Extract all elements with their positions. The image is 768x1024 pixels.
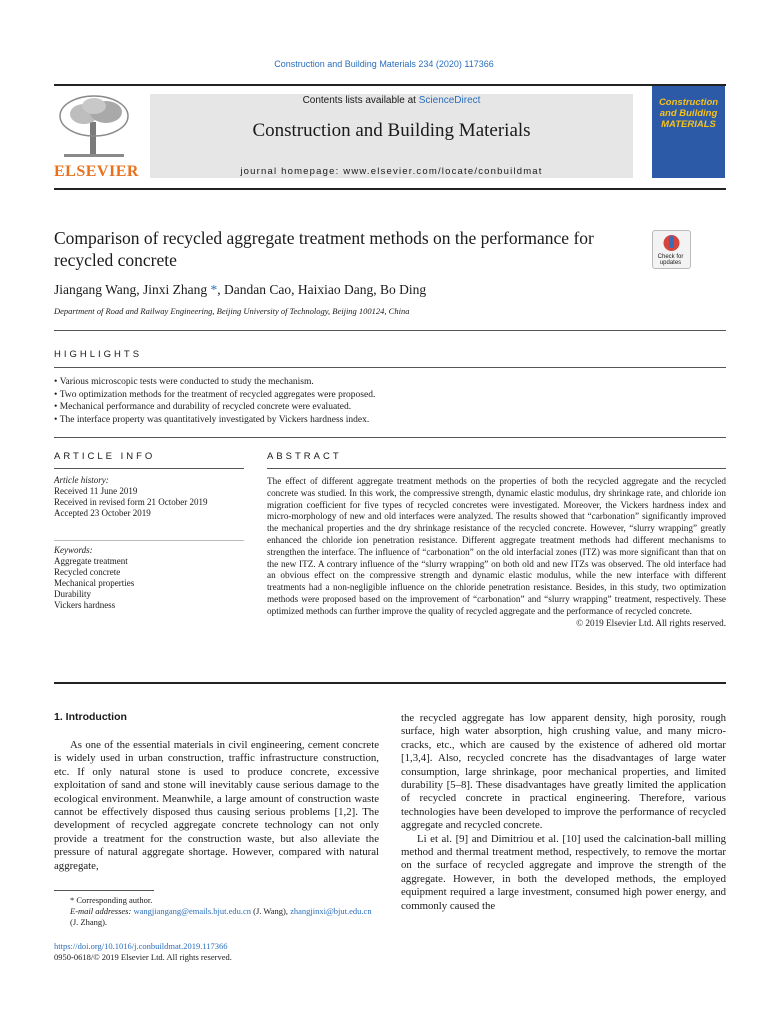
keywords-rule [54,540,244,541]
article-history [54,475,254,519]
info-top-rule [54,437,726,438]
crossmark-icon [653,231,690,253]
email-label: E-mail addresses: [70,906,134,916]
highlights-divider [54,367,726,368]
journal-homepage[interactable]: journal homepage: www.elsevier.com/locate/conbuildmat [240,166,543,177]
email-line [54,906,379,928]
abstract-body [267,476,726,629]
highlight-item: • The interface property was quantitatively investigated by Vickers hardness index. [54,414,726,427]
email-owner-zhang: (J. Zhang). [70,917,108,927]
body-separator [54,682,726,684]
history-item: Accepted 23 October 2019 [54,508,151,518]
doi-block [54,941,379,963]
email-owner-wang: (J. Wang), [251,906,291,916]
highlights-list [54,376,726,426]
section-heading: 1. Introduction [54,711,127,723]
body-paragraph: Li et al. [9] and Dimitriou et al. [10] used the calcination-ball milling method and thermal treatment method, respectively, to remove the mortar on the surface of recycled aggregate and improve the strength of the aggregate. However, in both the developed methods, the employed equipment required a large investment, consumed high power energy, and commonly caused the [401,832,726,912]
abstract-rule [267,468,726,469]
masthead-bottom-rule [54,188,726,190]
history-label: Article history: [54,475,109,485]
abstract-text: The effect of different aggregate treatment methods on the properties of both the recycled aggregate and the recycled concrete was studied. In this work, the compressive strength, dynamic elastic modulus, dry shrinkage rate, and chloride ion migration coefficient for five types of recycled concretes were investigated. Moreover, the Vickers hardness index and micro-morphology of new and old interfaces were analyzed. The results showed that “carbonation” significantly improved the mechanical properties and the dry shrinkage resistance of the recycled concrete. However, “slurry wrapping” greatly enhanced the chloride ion penetration resistance. Different aggregate treatment methods had different mechanisms to strengthen the interface. The influence of “carbonation” on the old interfacial zones (ITZ) was more significant than that on the new ITZ. A contrary influence of the “slurry wrapping” on both old and new ITZs was observed. The old interface had an obvious effect on the compressive strength and dynamic elastic modulus, while the new interface with different treatments had a non-negligible influence on the chloride penetration resistance. Besides, in this study, two optimization methods were proposed based on the improvement of “carbonation” and “slurry wrapping” treatment, respectively. These optimized methods can further improve the quality of recycled aggregate and the performance of recycled concrete. [267,476,726,616]
authors-first: Jiangang Wang, Jinxi Zhang [54,282,208,297]
keyword-item: Recycled concrete [54,567,121,577]
cover-title: Construction and Building MATERIALS [658,97,719,130]
keyword-item: Mechanical properties [54,578,135,588]
sciencedirect-link[interactable]: ScienceDirect [418,95,481,106]
highlight-item: • Various microscopic tests were conducted to study the mechanism. [54,376,726,389]
keyword-item: Durability [54,589,91,599]
body-left-column [54,739,379,873]
email-link-wang[interactable]: wangjiangang@emails.bjut.edu.cn [133,906,252,916]
affiliation: Department of Road and Railway Engineering, Beijing University of Technology, Beijing 100124, China [54,306,410,316]
body-right-column [401,712,726,913]
article-info-heading: ARTICLE INFO [54,451,156,462]
keywords-block [54,545,254,611]
corresponding-author-note: * Corresponding author. [70,895,153,905]
elsevier-wordmark: ELSEVIER [54,163,139,180]
authors-rest: , Dandan Cao, Haixiao Dang, Bo Ding [217,282,427,297]
keywords-label: Keywords: [54,545,93,555]
issn-line: 0950-0618/© 2019 Elsevier Ltd. All rights reserved. [54,952,232,962]
check-for-updates-label: Check for updates [657,254,684,266]
journal-title: Construction and Building Materials [252,120,531,141]
highlight-item: • Two optimization methods for the treatment of recycled aggregates were proposed. [54,389,726,402]
history-item: Received in revised form 21 October 2019 [54,497,208,507]
keyword-item: Aggregate treatment [54,556,128,566]
journal-citation[interactable]: Construction and Building Materials 234 (2020) 117366 [274,59,494,69]
masthead-top-rule [54,84,726,86]
article-info-rule [54,468,244,469]
contents-line [150,95,633,106]
highlights-heading: HIGHLIGHTS [54,349,143,360]
email-link-zhang[interactable]: zhangjinxi@bjut.edu.cn [290,906,372,916]
footnote-rule [54,890,154,891]
abstract-heading: ABSTRACT [267,451,342,462]
contents-prefix: Contents lists available at [302,95,419,106]
abstract-copyright: © 2019 Elsevier Ltd. All rights reserved. [576,617,726,628]
keyword-item: Vickers hardness [54,600,116,610]
body-paragraph: the recycled aggregate has low apparent density, high porosity, rough surface, high water absorption, high crushing value, and many micro-cracks, etc., which are caused by the existence of adhered old mortar [1,3,4]. Also, recycled concrete has the disadvantages of large water consumption, large shrinkage, poor mechanical properties, and limited durability [5–8]. These disadvantages have greatly limited the application of recycled concrete in practical engineering. Therefore, various technologies have been developed to improve the performance of recycled aggregate and recycled concrete. [401,712,726,832]
footnotes [54,895,379,928]
doi-link[interactable]: https://doi.org/10.1016/j.conbuildmat.2019.117366 [54,941,228,951]
article-title: Comparison of recycled aggregate treatment methods on the performance for recycled concrete [54,228,594,270]
highlight-item: • Mechanical performance and durability of recycled concrete were evaluated. [54,401,726,414]
highlights-top-rule [54,330,726,331]
history-item: Received 11 June 2019 [54,486,138,496]
corresponding-author-mark[interactable]: * [210,282,218,297]
author-list [54,282,426,298]
body-paragraph: As one of the essential materials in civil engineering, cement concrete is widely used in urban construction, traffic infrastructure construction, etc. If only natural stone is used to produce concrete, excessive exploitation of sand and stone will inevitably cause serious damage to the ecological environment. Meanwhile, a large amount of construction waste cannot be effectively disposed thus causing serious problems [1,2]. The development of recycled aggregate concrete technology can not only provide a treatment for the construction waste, but also alleviate the pressure of natural aggregate shortage. However, compared with natural aggregate, [54,739,379,872]
